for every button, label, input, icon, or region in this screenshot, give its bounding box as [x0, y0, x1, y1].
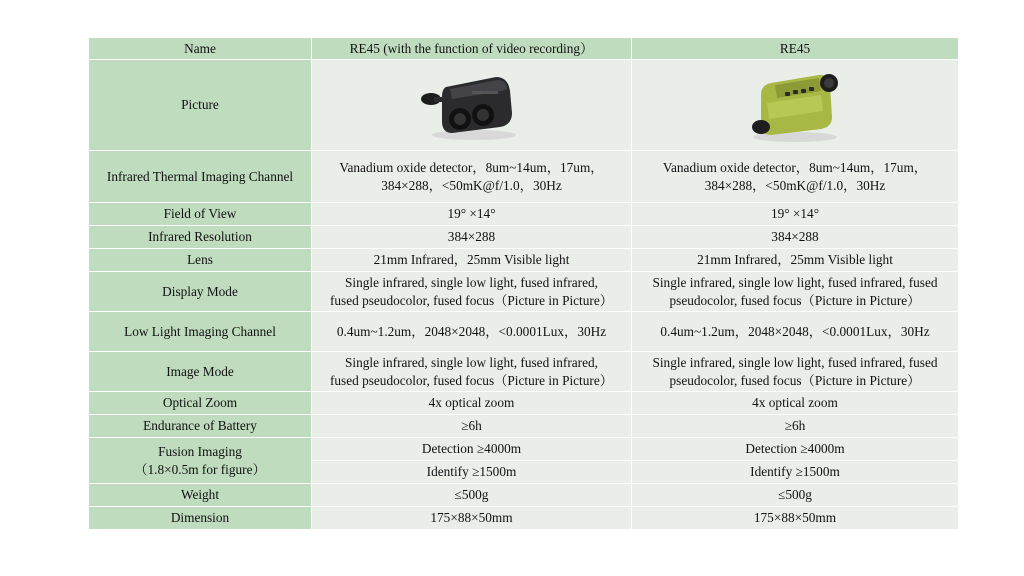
name-label: Name — [89, 38, 312, 60]
model-2-fusion-identify: Identify ≥1500m — [632, 461, 959, 484]
model-2-field-of-view: 19° ×14° — [632, 203, 959, 226]
model-1-weight: ≤500g — [312, 484, 632, 507]
text-line: Single infrared, single low light, fused infrared, — [345, 274, 598, 290]
table-row-picture — [89, 60, 959, 151]
model-1-lens: 21mm Infrared，25mm Visible light — [312, 249, 632, 272]
table-row-fusion-detection — [89, 438, 959, 461]
model-1-image-mode — [312, 352, 632, 392]
model-1-fusion-detection: Detection ≥4000m — [312, 438, 632, 461]
model-1-optical-zoom: 4x optical zoom — [312, 392, 632, 415]
table-row-battery — [89, 415, 959, 438]
text-line: Single infrared, single low light, fused infrared, — [345, 354, 598, 370]
model-1-low-light-channel: 0.4um~1.2um，2048×2048，<0.0001Lux，30Hz — [312, 312, 632, 352]
model-2-name: RE45 — [632, 38, 959, 60]
text-line: Vanadium oxide detector，8um~14um，17um， — [339, 159, 604, 175]
table-row-infrared-channel — [89, 151, 959, 203]
text-line: pseudocolor, fused focus（Picture in Picture） — [669, 292, 921, 308]
table-row-image-mode — [89, 352, 959, 392]
text-line: Single infrared, single low light, fused infrared, fused — [652, 274, 938, 290]
model-2-low-light-channel: 0.4um~1.2um，2048×2048，<0.0001Lux，30Hz — [632, 312, 959, 352]
model-2-optical-zoom: 4x optical zoom — [632, 392, 959, 415]
lens-label: Lens — [89, 249, 312, 272]
table-row-field-of-view — [89, 203, 959, 226]
dimension-label: Dimension — [89, 507, 312, 530]
black-thermal-monocular-image — [412, 65, 532, 145]
model-1-infrared-resolution: 384×288 — [312, 226, 632, 249]
table-row-optical-zoom — [89, 392, 959, 415]
optical-zoom-label: Optical Zoom — [89, 392, 312, 415]
text-line: （1.8×0.5m for figure） — [134, 461, 266, 477]
model-1-field-of-view: 19° ×14° — [312, 203, 632, 226]
table-row-weight — [89, 484, 959, 507]
model-1-display-mode — [312, 272, 632, 312]
text-line: pseudocolor, fused focus（Picture in Picture） — [669, 372, 921, 388]
fusion-imaging-label — [89, 438, 312, 484]
table-row-low-light-channel — [89, 312, 959, 352]
display-mode-label: Display Mode — [89, 272, 312, 312]
text-line: Fusion Imaging — [158, 443, 242, 459]
model-2-infrared-resolution: 384×288 — [632, 226, 959, 249]
text-line: Vanadium oxide detector，8um~14um，17um， — [662, 159, 928, 175]
model-2-fusion-detection: Detection ≥4000m — [632, 438, 959, 461]
text-line: fused pseudocolor, fused focus（Picture in Picture） — [329, 372, 614, 388]
model-2-image-mode — [632, 352, 959, 392]
model-2-picture — [632, 60, 959, 151]
table-row-name — [89, 38, 959, 60]
table-row-lens — [89, 249, 959, 272]
infrared-channel-label: Infrared Thermal Imaging Channel — [89, 151, 312, 203]
text-line: 384×288，<50mK@f/1.0，30Hz — [381, 177, 562, 193]
model-1-picture — [312, 60, 632, 151]
text-line: 384×288，<50mK@f/1.0，30Hz — [704, 177, 886, 193]
text-line: Single infrared, single low light, fused infrared, fused — [652, 354, 938, 370]
model-1-battery: ≥6h — [312, 415, 632, 438]
low-light-channel-label: Low Light Imaging Channel — [89, 312, 312, 352]
spec-table — [88, 37, 959, 530]
infrared-resolution-label: Infrared Resolution — [89, 226, 312, 249]
field-of-view-label: Field of View — [89, 203, 312, 226]
table-row-infrared-resolution — [89, 226, 959, 249]
model-2-weight: ≤500g — [632, 484, 959, 507]
image-mode-label: Image Mode — [89, 352, 312, 392]
model-2-lens: 21mm Infrared，25mm Visible light — [632, 249, 959, 272]
table-row-display-mode — [89, 272, 959, 312]
model-2-battery: ≥6h — [632, 415, 959, 438]
table-row-dimension — [89, 507, 959, 530]
model-1-name: RE45 (with the function of video recording） — [312, 38, 632, 60]
model-1-infrared-channel — [312, 151, 632, 203]
battery-label: Endurance of Battery — [89, 415, 312, 438]
text-line: fused pseudocolor, fused focus（Picture in Picture） — [329, 292, 614, 308]
model-1-dimension: 175×88×50mm — [312, 507, 632, 530]
model-2-infrared-channel — [632, 151, 959, 203]
model-2-dimension: 175×88×50mm — [632, 507, 959, 530]
picture-label: Picture — [89, 60, 312, 151]
weight-label: Weight — [89, 484, 312, 507]
model-1-fusion-identify: Identify ≥1500m — [312, 461, 632, 484]
model-2-display-mode — [632, 272, 959, 312]
green-thermal-monocular-image — [735, 65, 855, 145]
